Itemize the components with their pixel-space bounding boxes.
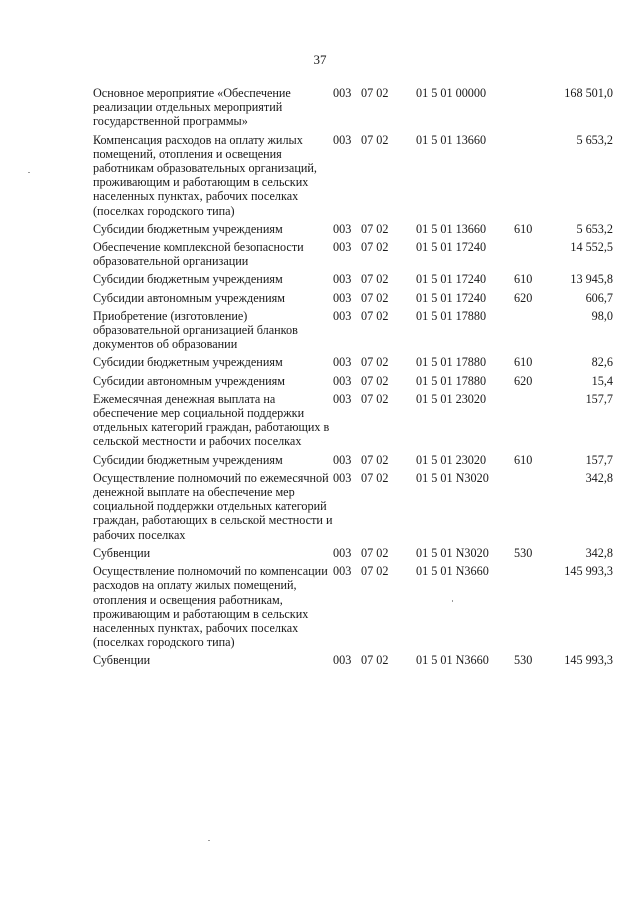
table-row [93,564,613,653]
row-expense-type-cell: 620 [514,373,533,388]
row-amount-cell: 342,8 [585,470,613,485]
row-section-cell: 07 02 [361,653,389,668]
row-gr-code-cell: 003 [333,272,352,287]
row-target-article-cell: 01 5 01 N3660 [416,653,489,668]
row-target-article-cell: 01 5 01 17880 [416,355,487,370]
table-row [93,240,613,272]
row-gr-code-cell: 003 [333,391,352,406]
row-target-article-cell: 01 5 01 N3020 [416,545,489,560]
row-target-article-cell: 01 5 01 17880 [416,373,487,388]
row-target-article-cell: 01 5 01 23020 [416,452,487,467]
row-gr-code-cell: 003 [333,653,352,668]
table-row [93,272,613,290]
row-name-cell: Приобретение (изготовление) образовательной организацией бланков документов об образовании [93,308,298,352]
scan-mark [28,172,30,173]
table-row [93,546,613,564]
row-gr-code-cell: 003 [333,452,352,467]
row-name-cell: Субсидии бюджетным учреждениям [93,272,283,287]
row-name-cell: Субсидии бюджетным учреждениям [93,221,283,236]
row-gr-code-cell: 003 [333,290,352,305]
row-amount-cell: 82,6 [591,355,613,370]
row-name-cell: Субсидии автономным учреждениям [93,290,285,305]
row-target-article-cell: 01 5 01 17880 [416,308,487,323]
table-row [93,291,613,309]
row-amount-cell: 98,0 [591,308,613,323]
row-amount-cell: 5 653,2 [576,221,613,236]
row-expense-type-cell [514,133,558,222]
table-row [93,392,613,453]
table-row [93,653,613,671]
budget-table [93,86,613,672]
row-expense-type-cell: 610 [514,355,533,370]
row-amount-cell: 145 993,3 [564,564,613,579]
row-gr-code-cell: 003 [333,308,352,323]
row-name-cell: Осуществление полномочий по ежемесячной денежной выплате на обеспечение мер социальной поддержки отдельных категорий граждан, работающих в сельской местности и рабочих поселках [93,470,333,542]
row-amount-cell: 157,7 [585,391,613,406]
row-expense-type-cell [514,564,558,653]
table-row [93,374,613,392]
row-name-cell: Осуществление полномочий по компенсации расходов на оплату жилых помещений, отопления и освещения работникам, проживающим и работающим в сельских населенных пунктах, рабочих поселках (поселках городского типа) [93,564,328,650]
row-section-cell: 07 02 [361,240,389,255]
budget-table-body [93,86,613,672]
row-section-cell: 07 02 [361,564,389,579]
row-target-article-cell: 01 5 01 17240 [416,290,487,305]
row-name-cell: Субсидии бюджетным учреждениям [93,452,283,467]
row-gr-code-cell: 003 [333,545,352,560]
row-name-cell: Основное мероприятие «Обеспечение реализации отдельных мероприятий государственной программы» [93,86,291,129]
row-expense-type-cell: 610 [514,452,533,467]
scan-mark [208,840,210,841]
table-row [93,86,613,133]
row-target-article-cell: 01 5 01 23020 [416,391,487,406]
row-expense-type-cell: 620 [514,290,533,305]
row-expense-type-cell: 530 [514,545,533,560]
row-target-article-cell: 01 5 01 N3660 [416,564,489,579]
table-row [93,309,613,356]
row-gr-code-cell: 003 [333,132,352,147]
row-name-cell: Обеспечение комплексной безопасности образовательной организации [93,240,304,269]
row-amount-cell: 13 945,8 [570,272,613,287]
row-expense-type-cell [514,86,558,133]
row-section-cell: 07 02 [361,221,389,236]
row-gr-code-cell: 003 [333,355,352,370]
row-gr-code-cell: 003 [333,373,352,388]
row-expense-type-cell [514,240,558,272]
row-amount-cell: 5 653,2 [576,132,613,147]
row-amount-cell: 14 552,5 [570,240,613,255]
row-name-cell: Субсидии бюджетным учреждениям [93,355,283,370]
row-section-cell: 07 02 [361,86,389,100]
row-target-article-cell: 01 5 01 00000 [416,86,487,100]
row-amount-cell: 157,7 [585,452,613,467]
row-amount-cell: 145 993,3 [564,653,613,668]
row-section-cell: 07 02 [361,373,389,388]
row-target-article-cell: 01 5 01 17240 [416,272,487,287]
row-gr-code-cell: 003 [333,86,352,100]
scan-mark [452,600,453,602]
row-name-cell: Субсидии автономным учреждениям [93,373,285,388]
row-expense-type-cell [514,309,558,356]
row-section-cell: 07 02 [361,545,389,560]
row-section-cell: 07 02 [361,452,389,467]
row-expense-type-cell [514,392,558,453]
row-section-cell: 07 02 [361,391,389,406]
table-row [93,222,613,240]
row-gr-code-cell: 003 [333,470,352,485]
row-target-article-cell: 01 5 01 N3020 [416,470,489,485]
row-expense-type-cell: 610 [514,221,533,236]
row-section-cell: 07 02 [361,290,389,305]
row-name-cell: Субвенции [93,653,151,668]
row-section-cell: 07 02 [361,272,389,287]
row-amount-cell: 168 501,0 [564,86,613,100]
table-row [93,471,613,546]
row-name-cell: Компенсация расходов на оплату жилых помещений, отопления и освещения работникам образовательных организаций, проживающим и работающим в сельских населенных пунктах, рабочих поселках (поселках городского типа) [93,132,317,218]
row-expense-type-cell: 530 [514,653,533,668]
row-target-article-cell: 01 5 01 13660 [416,221,487,236]
row-target-article-cell: 01 5 01 17240 [416,240,487,255]
row-section-cell: 07 02 [361,308,389,323]
table-row [93,453,613,471]
row-amount-cell: 342,8 [585,545,613,560]
row-name-cell: Субвенции [93,545,151,560]
row-name-cell: Ежемесячная денежная выплата на обеспечение мер социальной поддержки отдельных категорий граждан, работающих в сельской местности и рабочих поселках [93,391,330,449]
row-section-cell: 07 02 [361,355,389,370]
row-amount-cell: 606,7 [585,290,613,305]
row-target-article-cell: 01 5 01 13660 [416,132,487,147]
row-gr-code-cell: 003 [333,240,352,255]
row-gr-code-cell: 003 [333,564,352,579]
table-row [93,133,613,222]
row-section-cell: 07 02 [361,132,389,147]
row-amount-cell: 15,4 [591,373,613,388]
row-expense-type-cell: 610 [514,272,533,287]
row-section-cell: 07 02 [361,470,389,485]
row-expense-type-cell [514,471,558,546]
page-number: 37 [313,52,327,67]
row-gr-code-cell: 003 [333,221,352,236]
table-row [93,355,613,373]
